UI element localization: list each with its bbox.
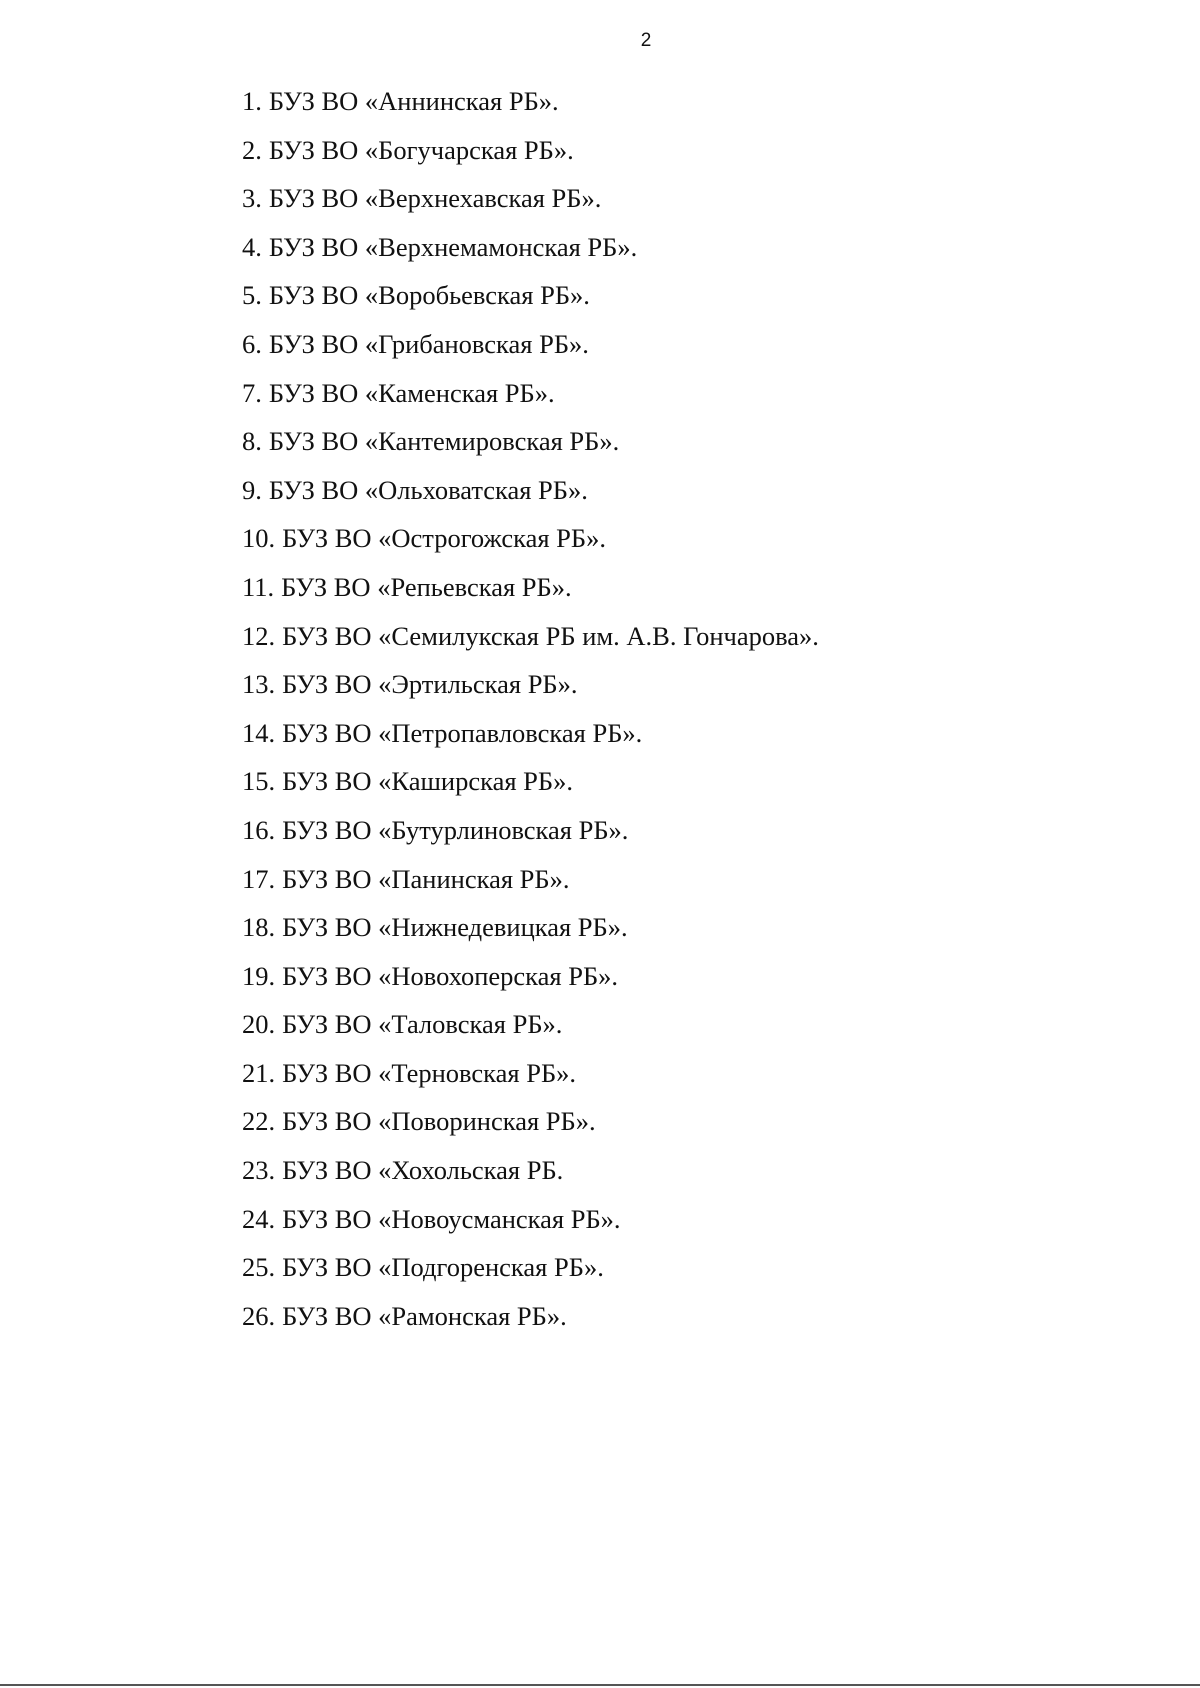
item-number: 23. [242, 1155, 276, 1186]
item-text: БУЗ ВО «Каширская РБ». [282, 766, 573, 797]
scan-edge-line [0, 1684, 1200, 1686]
item-text: БУЗ ВО «Аннинская РБ». [268, 86, 559, 116]
item-text: БУЗ ВО «Новохоперская РБ». [282, 960, 619, 991]
list-item [242, 1005, 819, 1054]
list-item [242, 374, 819, 423]
item-text: БУЗ ВО «Эртильская РБ». [282, 669, 578, 700]
item-text: БУЗ ВО «Панинская РБ». [282, 863, 570, 894]
list-item [242, 422, 819, 471]
item-number: 25. [242, 1252, 276, 1283]
item-text: БУЗ ВО «Репьевская РБ». [281, 571, 572, 602]
item-text: БУЗ ВО «Верхнехавская РБ». [268, 183, 602, 214]
item-text: БУЗ ВО «Верхнемамонская РБ». [268, 231, 638, 262]
item-number: 18. [242, 912, 276, 943]
item-text: БУЗ ВО «Острогожская РБ». [282, 523, 606, 554]
item-text: БУЗ ВО «Петропавловская РБ». [282, 717, 643, 748]
list-item [242, 908, 819, 957]
list-item [242, 471, 819, 520]
item-text: БУЗ ВО «Нижнедевицкая РБ». [282, 912, 628, 943]
item-text: БУЗ ВО «Воробьевская РБ». [268, 280, 590, 311]
item-number: 11. [242, 571, 275, 602]
item-number: 5. [242, 280, 262, 311]
list-item [242, 665, 819, 714]
item-text: БУЗ ВО «Ольховатская РБ». [268, 474, 588, 505]
item-number: 12. [242, 620, 276, 651]
item-number: 9. [242, 474, 262, 505]
list-item [242, 1054, 819, 1103]
item-number: 14. [242, 717, 276, 748]
item-number: 26. [242, 1300, 276, 1331]
list-item [242, 617, 819, 666]
item-text: БУЗ ВО «Каменская РБ». [268, 377, 555, 408]
list-item [242, 762, 819, 811]
list-item [242, 811, 819, 860]
hospital-list [242, 82, 819, 1345]
item-number: 24. [242, 1203, 276, 1234]
item-text: БУЗ ВО «Рамонская РБ». [282, 1300, 567, 1331]
list-item [242, 1151, 819, 1200]
list-item [242, 276, 819, 325]
list-item [242, 519, 819, 568]
item-text: БУЗ ВО «Кантемировская РБ». [268, 426, 620, 457]
list-item [242, 957, 819, 1006]
list-item [242, 1297, 819, 1346]
page-number: 2 [640, 30, 652, 51]
item-number: 10. [242, 523, 276, 554]
item-number: 1. [242, 86, 262, 116]
list-item [242, 1248, 819, 1297]
item-number: 8. [242, 426, 262, 457]
list-item [242, 568, 819, 617]
list-item [242, 179, 819, 228]
list-item [242, 714, 819, 763]
item-number: 15. [242, 766, 276, 797]
list-item [242, 1102, 819, 1151]
item-number: 16. [242, 814, 276, 845]
item-number: 20. [242, 1009, 276, 1040]
list-item [242, 325, 819, 374]
item-number: 7. [242, 377, 262, 408]
item-number: 2. [242, 134, 262, 165]
item-number: 6. [242, 328, 262, 359]
item-text: БУЗ ВО «Подгоренская РБ». [282, 1252, 604, 1283]
item-text: БУЗ ВО «Семилукская РБ им. А.В. Гончарова». [282, 620, 819, 651]
item-text: БУЗ ВО «Терновская РБ». [282, 1057, 577, 1088]
item-number: 4. [242, 231, 262, 262]
item-text: БУЗ ВО «Богучарская РБ». [268, 134, 574, 165]
list-item [242, 82, 819, 131]
item-text: БУЗ ВО «Таловская РБ». [282, 1009, 563, 1040]
item-text: БУЗ ВО «Поворинская РБ». [282, 1106, 596, 1137]
list-item [242, 131, 819, 180]
item-number: 17. [242, 863, 276, 894]
item-text: БУЗ ВО «Бутурлиновская РБ». [282, 814, 629, 845]
item-number: 21. [242, 1057, 276, 1088]
list-item [242, 860, 819, 909]
item-text: БУЗ ВО «Новоусманская РБ». [282, 1203, 621, 1234]
list-item [242, 228, 819, 277]
item-text: БУЗ ВО «Грибановская РБ». [268, 328, 589, 359]
item-number: 3. [242, 183, 262, 214]
item-number: 22. [242, 1106, 276, 1137]
item-number: 19. [242, 960, 276, 991]
item-text: БУЗ ВО «Хохольская РБ. [282, 1155, 564, 1186]
item-number: 13. [242, 669, 276, 700]
list-item [242, 1200, 819, 1249]
